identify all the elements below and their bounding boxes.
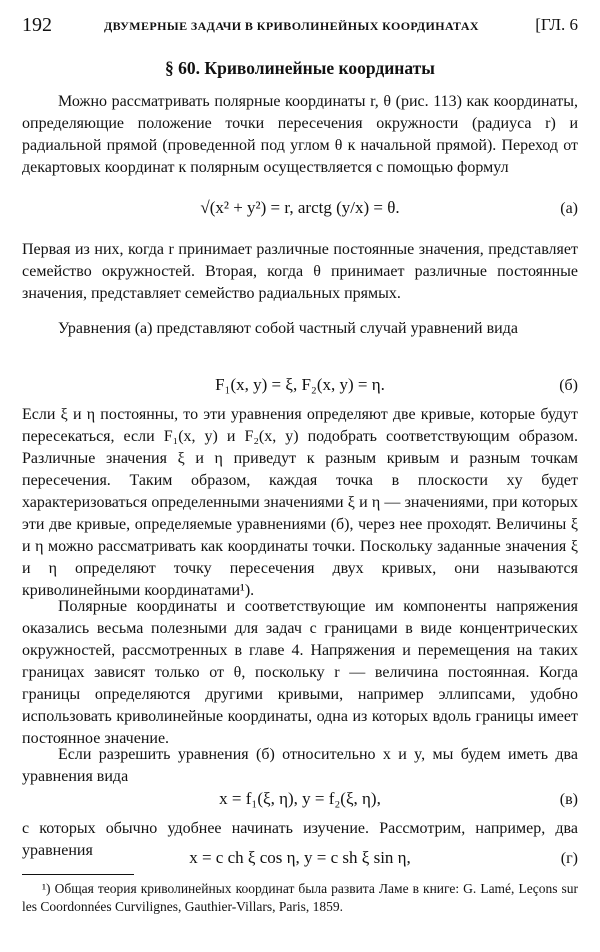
equation-a-label: (а) [560, 200, 578, 217]
equation-g [22, 848, 578, 872]
equation-a [22, 196, 578, 226]
paragraph-7: с которых обычно удобнее начинать изучение. Рассмотрим, например, два уравнения [22, 820, 578, 859]
paragraph-2: Первая из них, когда r принимает различные постоянные значения, представляет семейство окружностей. Вторая, когда θ принимает различные постоянные значения, представляет семейство радиальных прямых. [22, 241, 578, 302]
equation-v-label: (в) [559, 791, 578, 808]
equation-a-body: √(x² + y²) = r, arctg (y/x) = θ. [200, 198, 400, 217]
page-number: 192 [22, 14, 52, 36]
paragraph-4: Если ξ и η постоянны, то эти уравнения определяют две кривые, которые будут пересекаться, если F₁(x, y) и F₂(x, y) подобрать соответствующим образом. Различные значения ξ и η приведут к разным кривым и разным точкам пересечения. Таким образом, каждая точка в плоскости xy будет характеризоваться определенными значениями ξ и η — значениями, при которых эти две кривые, определяемые уравнениями (б), через нее проходят. Величины ξ и η можно рассматривать как координаты точки. Поскольку заданные значения ξ и η определяют точку пересечения двух кривых, они называются криволинейными координатами¹). [22, 406, 578, 599]
paragraph-1: Можно рассматривать полярные координаты r, θ (рис. 113) как координаты, определяющие положение точки пересечения окружности (радиуса r) и радиальной прямой (проведенной под углом θ к начальной прямой). Переход от декартовых координат к полярным осуществляется с помощью формул [22, 93, 578, 176]
equation-g-label: (г) [560, 850, 578, 867]
section-title: § 60. Криволинейные координаты [165, 58, 435, 78]
footnote-rule [22, 874, 134, 875]
equation-b [22, 373, 578, 403]
paragraph-5: Полярные координаты и соответствующие им компоненты напряжения оказались весьма полезными для задач с границами в виде концентрических окружностей, рассмотренных в главе 4. Напряжения и перемещения на таких границах зависят только от θ, поскольку r — величина постоянная. Когда границы определяются другими кривыми, например эллипсами, удобно использовать криволинейные координаты, одна из которых вдоль границы имеет постоянное значение. [22, 598, 578, 747]
equation-b-body: F₁(x, y) = ξ, F₂(x, y) = η. [215, 375, 385, 394]
chapter-label: [ГЛ. 6 [535, 15, 578, 34]
footnote: ¹) Общая теория криволинейных координат была развита Ламе в книге: G. Lamé, Leçons sur les Coordonnées Curvilignes, Gauthier-Villars, Paris, 1859. [22, 881, 578, 914]
running-title: ДВУМЕРНЫЕ ЗАДАЧИ В КРИВОЛИНЕЙНЫХ КООРДИНАТАХ [104, 19, 479, 33]
equation-v-body: x = f₁(ξ, η), y = f₂(ξ, η), [219, 789, 381, 808]
equation-v [22, 787, 578, 817]
equation-b-label: (б) [559, 377, 578, 394]
paragraph-6: Если разрешить уравнения (б) относительно x и y, мы будем иметь два уравнения вида [22, 746, 578, 785]
paragraph-3: Уравнения (а) представляют собой частный случай уравнений вида [58, 320, 518, 337]
equation-g-body: x = c ch ξ cos η, y = c sh ξ sin η, [189, 848, 411, 867]
page-header [22, 14, 578, 40]
